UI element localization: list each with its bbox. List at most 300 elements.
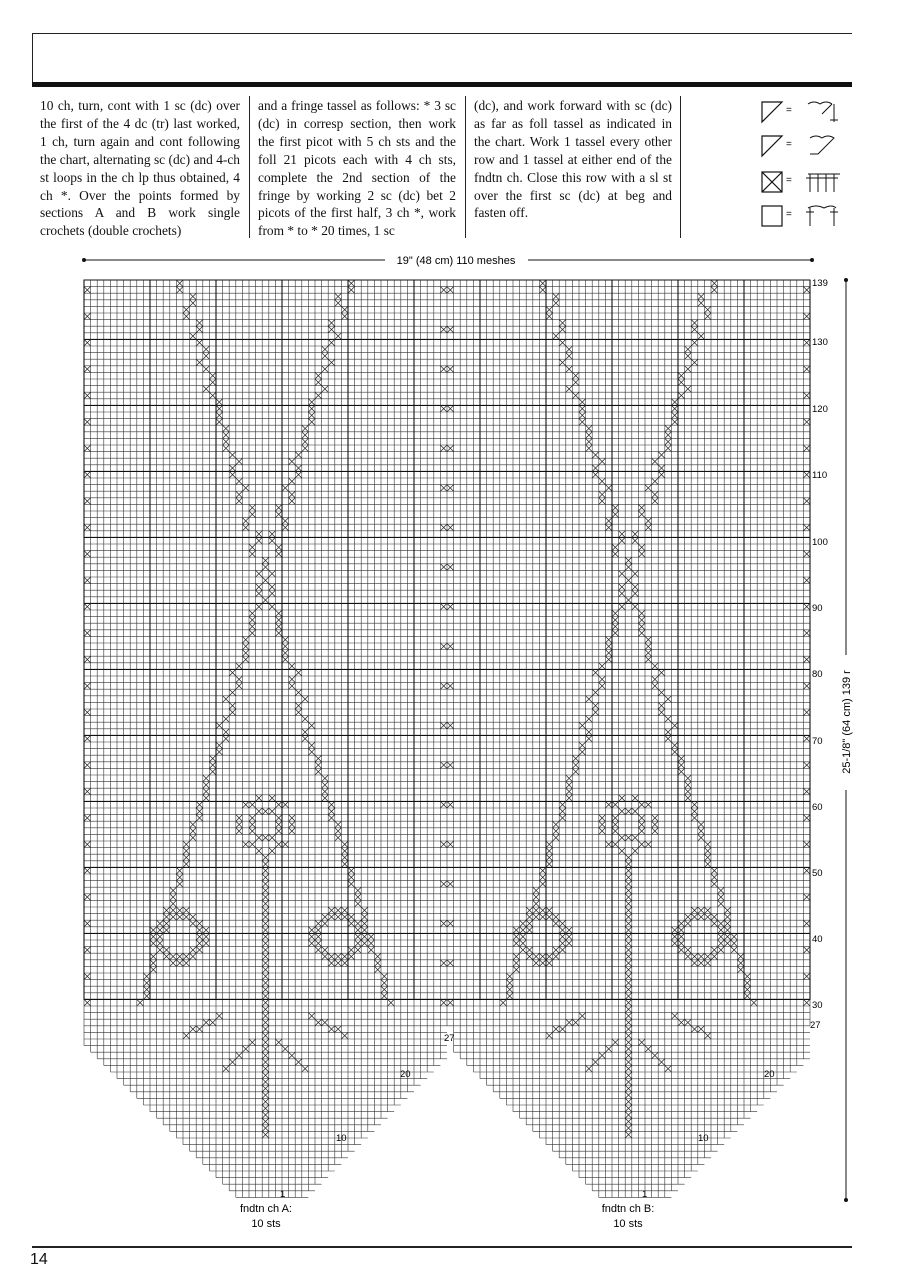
crossed-mesh: [322, 1019, 329, 1026]
crossed-mesh: [302, 735, 309, 742]
crossed-mesh: [718, 887, 725, 894]
crossed-mesh: [322, 386, 329, 393]
crossed-mesh: [361, 920, 368, 927]
crossed-mesh: [520, 927, 527, 934]
crossed-mesh: [685, 782, 692, 789]
crossed-mesh: [275, 623, 282, 630]
crossed-mesh: [440, 326, 447, 333]
crossed-mesh: [691, 1026, 698, 1033]
crossed-mesh: [84, 788, 91, 795]
crossed-mesh: [216, 742, 223, 749]
crossed-mesh: [619, 603, 626, 610]
crossed-mesh: [249, 1039, 256, 1046]
crossed-mesh: [572, 762, 579, 769]
crossed-mesh: [262, 947, 269, 954]
crossed-mesh: [348, 280, 355, 287]
crossed-mesh: [315, 927, 322, 934]
crossed-mesh: [526, 947, 533, 954]
crossed-mesh: [599, 815, 606, 822]
crossed-mesh: [289, 821, 296, 828]
crossed-mesh: [599, 478, 606, 485]
crossed-mesh: [539, 881, 546, 888]
crossed-mesh: [447, 564, 454, 571]
crossed-mesh: [242, 518, 249, 525]
crossed-mesh: [704, 841, 711, 848]
crossed-mesh: [275, 841, 282, 848]
crossed-mesh: [691, 801, 698, 808]
crossed-mesh: [190, 1026, 197, 1033]
crossed-mesh: [803, 419, 810, 426]
crossed-mesh: [269, 834, 276, 841]
crossed-mesh: [335, 821, 342, 828]
crossed-mesh: [638, 504, 645, 511]
crossed-mesh: [236, 491, 243, 498]
crossed-mesh: [671, 749, 678, 756]
crossed-mesh: [84, 894, 91, 901]
crossed-mesh: [539, 280, 546, 287]
crossed-mesh: [269, 603, 276, 610]
crossed-mesh: [671, 419, 678, 426]
crossed-mesh: [157, 920, 164, 927]
crossed-mesh: [625, 1046, 632, 1053]
crossed-mesh: [652, 815, 659, 822]
crossed-mesh: [328, 1026, 335, 1033]
crossed-mesh: [315, 379, 322, 386]
crossed-mesh: [632, 848, 639, 855]
crossed-mesh: [84, 815, 91, 822]
row-label: 20: [764, 1069, 775, 1080]
crossed-mesh: [625, 854, 632, 861]
crossed-mesh: [685, 353, 692, 360]
crossed-mesh: [190, 953, 197, 960]
crossed-mesh: [203, 940, 210, 947]
crossed-mesh: [355, 933, 362, 940]
crossed-mesh: [440, 445, 447, 452]
row-label: 27: [810, 1020, 821, 1031]
crossed-mesh: [355, 947, 362, 954]
crossed-mesh: [209, 392, 216, 399]
crossed-mesh: [553, 953, 560, 960]
crossed-mesh: [143, 986, 150, 993]
crossed-mesh: [566, 933, 573, 940]
crossed-mesh: [625, 980, 632, 987]
crossed-mesh: [242, 656, 249, 663]
crossed-mesh: [335, 907, 342, 914]
crossed-mesh: [645, 656, 652, 663]
crossed-mesh: [704, 854, 711, 861]
crossed-mesh: [84, 419, 91, 426]
crossed-mesh: [236, 821, 243, 828]
crossed-mesh: [632, 584, 639, 591]
crossed-mesh: [803, 313, 810, 320]
crossed-mesh: [190, 834, 197, 841]
crossed-mesh: [671, 927, 678, 934]
crossed-mesh: [744, 980, 751, 987]
crossed-mesh: [638, 610, 645, 617]
crossed-mesh: [711, 867, 718, 874]
crossed-mesh: [553, 293, 560, 300]
crossed-mesh: [586, 716, 593, 723]
crossed-mesh: [440, 722, 447, 729]
crossed-mesh: [176, 287, 183, 294]
crossed-mesh: [533, 900, 540, 907]
crossed-mesh: [526, 920, 533, 927]
crossed-mesh: [625, 577, 632, 584]
crossed-mesh: [632, 570, 639, 577]
crossed-mesh: [546, 914, 553, 921]
crossed-mesh: [84, 524, 91, 531]
crossed-mesh: [671, 933, 678, 940]
crossed-mesh: [751, 999, 758, 1006]
crossed-mesh: [447, 445, 454, 452]
crossed-mesh: [322, 775, 329, 782]
crossed-mesh: [289, 828, 296, 835]
crossed-mesh: [163, 920, 170, 927]
crossed-mesh: [579, 405, 586, 412]
crossed-mesh: [262, 914, 269, 921]
crossed-mesh: [335, 914, 342, 921]
crossed-mesh: [176, 953, 183, 960]
crossed-mesh: [619, 590, 626, 597]
crossed-mesh: [262, 1019, 269, 1026]
crossed-mesh: [289, 815, 296, 822]
crossed-mesh: [236, 663, 243, 670]
crossed-mesh: [638, 511, 645, 518]
crossed-mesh: [678, 927, 685, 934]
crossed-mesh: [652, 1052, 659, 1059]
crossed-mesh: [203, 775, 210, 782]
crossed-mesh: [533, 953, 540, 960]
crossed-mesh: [170, 914, 177, 921]
crossed-mesh: [440, 762, 447, 769]
crossed-mesh: [262, 1079, 269, 1086]
crossed-mesh: [275, 815, 282, 822]
crossed-mesh: [704, 914, 711, 921]
crossed-mesh: [308, 940, 315, 947]
crossed-mesh: [638, 1039, 645, 1046]
crossed-mesh: [625, 1072, 632, 1079]
crossed-mesh: [447, 881, 454, 888]
text-column-1: 10 ch, turn, cont with 1 sc (dc) over the first of the 4 dc (tr) last worked, 1 ch, turn again and cont following the chart, alternating sc (dc) and 4-ch st loops in the ch lp thus obtained, 4 ch *. Over the points formed by sections A and B work single crochets (double crochets): [40, 98, 240, 239]
crossed-mesh: [665, 716, 672, 723]
crossed-mesh: [447, 485, 454, 492]
crossed-mesh: [196, 326, 203, 333]
crossed-mesh: [295, 465, 302, 472]
crossed-mesh: [335, 300, 342, 307]
crossed-mesh: [302, 729, 309, 736]
crossed-mesh: [645, 636, 652, 643]
crossed-mesh: [619, 795, 626, 802]
crossed-mesh: [638, 801, 645, 808]
crossed-mesh: [183, 306, 190, 313]
crossed-mesh: [315, 372, 322, 379]
crossed-mesh: [658, 702, 665, 709]
crossed-mesh: [322, 346, 329, 353]
crossed-mesh: [322, 795, 329, 802]
row-label: 60: [812, 802, 823, 813]
row-label: 1: [642, 1189, 648, 1200]
crossed-mesh: [170, 900, 177, 907]
crossed-mesh: [632, 808, 639, 815]
crossed-mesh: [553, 1026, 560, 1033]
crossed-mesh: [84, 735, 91, 742]
crossed-mesh: [262, 927, 269, 934]
crossed-mesh: [262, 874, 269, 881]
crossed-mesh: [256, 834, 263, 841]
crossed-mesh: [302, 445, 309, 452]
crossed-mesh: [216, 722, 223, 729]
row-label: 70: [812, 736, 823, 747]
crossed-mesh: [262, 1032, 269, 1039]
crossed-mesh: [566, 366, 573, 373]
crossed-mesh: [262, 966, 269, 973]
crossed-mesh: [599, 491, 606, 498]
legend-equals: =: [786, 139, 792, 150]
crossed-mesh: [625, 1006, 632, 1013]
crossed-mesh: [698, 828, 705, 835]
crossed-mesh: [315, 1019, 322, 1026]
crossed-mesh: [183, 848, 190, 855]
crossed-mesh: [328, 960, 335, 967]
crossed-mesh: [262, 887, 269, 894]
crossed-mesh: [803, 366, 810, 373]
crossed-mesh: [256, 584, 263, 591]
crossed-mesh: [223, 425, 230, 432]
crossed-mesh: [612, 511, 619, 518]
crossed-mesh: [216, 419, 223, 426]
crossed-mesh: [249, 815, 256, 822]
crossed-mesh: [196, 815, 203, 822]
crossed-mesh: [737, 966, 744, 973]
crossed-mesh: [599, 1052, 606, 1059]
crossed-mesh: [638, 815, 645, 822]
crossed-mesh: [625, 914, 632, 921]
crossed-mesh: [691, 808, 698, 815]
crossed-mesh: [625, 808, 632, 815]
crossed-mesh: [302, 432, 309, 439]
crossed-mesh: [196, 947, 203, 954]
crossed-mesh: [625, 927, 632, 934]
crossed-mesh: [625, 834, 632, 841]
crossed-mesh: [282, 841, 289, 848]
crossed-mesh: [440, 801, 447, 808]
crossed-mesh: [196, 320, 203, 327]
crossed-mesh: [724, 920, 731, 927]
crossed-mesh: [183, 907, 190, 914]
crossed-mesh: [269, 570, 276, 577]
crossed-mesh: [803, 709, 810, 716]
row-label: 50: [812, 868, 823, 879]
crossed-mesh: [592, 1059, 599, 1066]
crossed-mesh: [242, 524, 249, 531]
crossed-mesh: [704, 848, 711, 855]
crossed-mesh: [718, 900, 725, 907]
crossed-mesh: [553, 821, 560, 828]
crossed-mesh: [190, 828, 197, 835]
crossed-mesh: [196, 801, 203, 808]
crossed-mesh: [803, 339, 810, 346]
crossed-mesh: [322, 788, 329, 795]
crossed-mesh: [183, 914, 190, 921]
crossed-mesh: [645, 524, 652, 531]
crossed-mesh: [84, 867, 91, 874]
crossed-mesh: [176, 874, 183, 881]
crossed-mesh: [572, 379, 579, 386]
crossed-mesh: [605, 1046, 612, 1053]
crossed-mesh: [229, 689, 236, 696]
crossed-mesh: [328, 914, 335, 921]
crossed-mesh: [190, 293, 197, 300]
crossed-mesh: [315, 947, 322, 954]
crossed-mesh: [223, 1065, 230, 1072]
crossed-mesh: [223, 696, 230, 703]
crossed-mesh: [84, 471, 91, 478]
crossed-mesh: [295, 702, 302, 709]
crossed-mesh: [704, 953, 711, 960]
crossed-mesh: [652, 663, 659, 670]
crossed-mesh: [612, 623, 619, 630]
crossed-mesh: [559, 1026, 566, 1033]
crossed-mesh: [348, 914, 355, 921]
crossed-mesh: [546, 960, 553, 967]
crossed-mesh: [803, 815, 810, 822]
crossed-mesh: [698, 834, 705, 841]
crossed-mesh: [223, 432, 230, 439]
crossed-mesh: [553, 914, 560, 921]
crossed-mesh: [678, 372, 685, 379]
crossed-mesh: [625, 1059, 632, 1066]
crossed-mesh: [269, 584, 276, 591]
crossed-mesh: [262, 867, 269, 874]
crossed-mesh: [381, 973, 388, 980]
crossed-mesh: [275, 610, 282, 617]
crossed-mesh: [302, 438, 309, 445]
crossed-mesh: [322, 782, 329, 789]
crossed-mesh: [638, 841, 645, 848]
crossed-mesh: [658, 709, 665, 716]
crossed-mesh: [566, 782, 573, 789]
crossed-mesh: [678, 1019, 685, 1026]
crossed-mesh: [163, 927, 170, 934]
crossed-mesh: [170, 953, 177, 960]
crossed-mesh: [718, 920, 725, 927]
crossed-mesh: [625, 993, 632, 1000]
crossed-mesh: [625, 973, 632, 980]
crossed-mesh: [572, 755, 579, 762]
crossed-mesh: [308, 419, 315, 426]
crossed-mesh: [605, 656, 612, 663]
crossed-mesh: [566, 346, 573, 353]
row-label: 110: [812, 470, 828, 481]
crossed-mesh: [652, 478, 659, 485]
crossed-mesh: [328, 320, 335, 327]
crossed-mesh: [652, 821, 659, 828]
crossed-mesh: [361, 940, 368, 947]
crossed-mesh: [447, 960, 454, 967]
crossed-mesh: [658, 465, 665, 472]
crossed-mesh: [533, 894, 540, 901]
crossed-mesh: [341, 841, 348, 848]
crossed-mesh: [553, 920, 560, 927]
row-label: 40: [812, 934, 823, 945]
crossed-mesh: [506, 973, 513, 980]
crossed-mesh: [335, 293, 342, 300]
crossed-mesh: [539, 867, 546, 874]
crossed-mesh: [612, 828, 619, 835]
crossed-mesh: [625, 933, 632, 940]
crossed-mesh: [553, 947, 560, 954]
crossed-mesh: [348, 920, 355, 927]
crossed-mesh: [440, 405, 447, 412]
crossed-mesh: [315, 920, 322, 927]
crossed-mesh: [665, 445, 672, 452]
crossed-mesh: [163, 947, 170, 954]
crossed-mesh: [731, 940, 738, 947]
row-label: 139: [812, 278, 828, 289]
crossed-mesh: [579, 412, 586, 419]
crossed-mesh: [711, 881, 718, 888]
crossed-mesh: [559, 320, 566, 327]
crossed-mesh: [262, 854, 269, 861]
crossed-mesh: [731, 933, 738, 940]
crossed-mesh: [308, 742, 315, 749]
crossed-mesh: [447, 287, 454, 294]
fndtn-b-sts: 10 sts: [613, 1218, 643, 1230]
crossed-mesh: [539, 287, 546, 294]
crossed-mesh: [84, 920, 91, 927]
crossed-mesh: [282, 650, 289, 657]
crossed-mesh: [638, 623, 645, 630]
crossed-mesh: [440, 524, 447, 531]
crossed-mesh: [249, 821, 256, 828]
crossed-mesh: [546, 907, 553, 914]
crossed-mesh: [275, 617, 282, 624]
crossed-mesh: [229, 465, 236, 472]
crossed-mesh: [619, 570, 626, 577]
crossed-mesh: [440, 920, 447, 927]
crossed-mesh: [711, 914, 718, 921]
crossed-mesh: [572, 1019, 579, 1026]
width-arrow-end: [82, 258, 86, 262]
crossed-mesh: [526, 907, 533, 914]
crossed-mesh: [579, 722, 586, 729]
crossed-mesh: [196, 808, 203, 815]
crossed-mesh: [269, 590, 276, 597]
crossed-mesh: [262, 894, 269, 901]
crossed-mesh: [592, 452, 599, 459]
crossed-mesh: [447, 643, 454, 650]
row-label: 120: [812, 404, 828, 415]
crossed-mesh: [282, 524, 289, 531]
crossed-mesh: [328, 815, 335, 822]
crossed-mesh: [203, 366, 210, 373]
crossed-mesh: [150, 940, 157, 947]
crossed-mesh: [698, 300, 705, 307]
crossed-mesh: [625, 907, 632, 914]
crossed-mesh: [533, 914, 540, 921]
crossed-mesh: [84, 313, 91, 320]
crossed-mesh: [625, 881, 632, 888]
crossed-mesh: [539, 907, 546, 914]
crossed-mesh: [685, 953, 692, 960]
crossed-mesh: [262, 1059, 269, 1066]
crossed-mesh: [625, 953, 632, 960]
crossed-mesh: [803, 841, 810, 848]
crossed-mesh: [209, 372, 216, 379]
crossed-mesh: [612, 630, 619, 637]
crossed-mesh: [269, 808, 276, 815]
crossed-mesh: [249, 504, 256, 511]
